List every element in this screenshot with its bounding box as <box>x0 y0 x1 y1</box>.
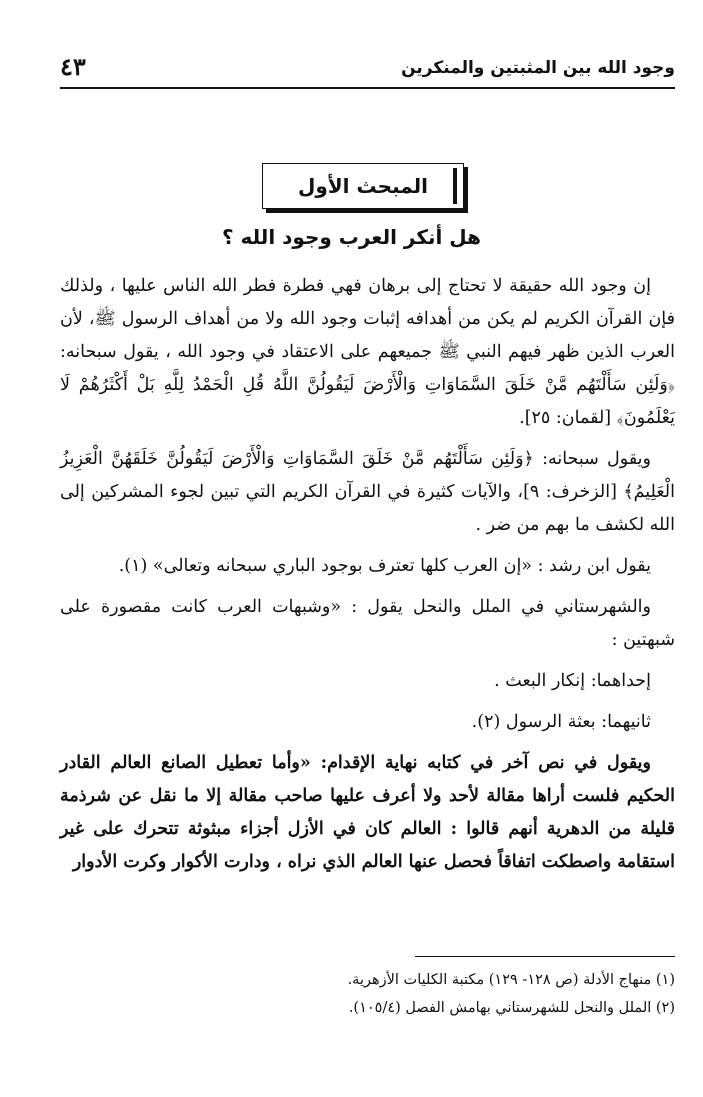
paragraph: ثانيهما: بعثة الرسول (٢). <box>471 712 651 732</box>
paragraph: ويقول في نص آخر في كتابه نهاية الإقدام: «وأما تعطيل الصانع العالم القادر الحكيم فلست أراها مقالة لأحد ولا أعرف عليها صاحب مقالة إلا ما نقل عن شرذمة قليلة من الدهرية أنهم قالوا : العالم كان في الأزل أجزاء مبثوثة تتحرك على غير استقامة واصطكت اتفاقاً فحصل عنها العالم الذي نراه ، ودارت الأكوار وكرت الأدوار <box>60 753 675 872</box>
paragraph: يقول ابن رشد : «إن العرب كلها تعترف بوجود الباري سبحانه وتعالى» (١). <box>118 556 651 576</box>
footnote: (١) منهاج الأدلة (ص ١٢٨- ١٢٩) مكتبة الكليات الأزهرية. <box>347 972 675 988</box>
footnote-rule <box>415 956 675 957</box>
paragraph: إن وجود الله حقيقة لا تحتاج إلى برهان فهي فطرة فطر الله الناس عليها ، ولذلك فإن القرآن الكريم لم يكن من أهدافه إثبات وجود الله ولا من أهداف الرسول ﷺ، لأن العرب الذين ظهر فيهم النبي ﷺ جميعهم على الاعتقاد في وجود الله ، يقول سبحانه: ﴿وَلَئِن سَأَلْتَهُم مَّنْ خَلَقَ السَّمَاوَاتِ وَالْأَرْضَ لَيَقُولُنَّ اللَّهُ قُلِ الْحَمْدُ لِلَّهِ بَلْ أَكْثَرُهُمْ لَا يَعْلَمُونَ﴾ [لقمان: ٢٥]. <box>60 276 675 428</box>
header-rule <box>60 87 675 89</box>
footnotes <box>60 966 675 1022</box>
running-header <box>60 50 675 86</box>
footnote: (٢) الملل والنحل للشهرستاني بهامش الفصل (١٠٥/٤). <box>348 1000 675 1016</box>
page-number: ٤٣ <box>60 52 86 81</box>
section-title-box <box>262 163 464 209</box>
paragraph: إحداهما: إنكار البعث . <box>494 671 651 691</box>
body-text <box>60 270 675 879</box>
section-title: المبحث الأول <box>297 174 429 198</box>
section-question: هل أنكر العرب وجود الله ؟ <box>221 225 482 249</box>
paragraph: ويقول سبحانه: ﴿وَلَئِن سَأَلْتَهُم مَّنْ خَلَقَ السَّمَاوَاتِ وَالْأَرْضَ لَيَقُولُنَّ خَلَقَهُنَّ الْعَزِيزُ الْعَلِيمُ﴾ [الزخرف: ٩]، والآيات كثيرة في القرآن الكريم التي تبين لجوء المشركين إلى الله لكشف ما بهم من ضر . <box>60 449 675 535</box>
paragraph: والشهرستاني في الملل والنحل يقول : «وشبهات العرب كانت مقصورة على شبهتين : <box>60 597 675 650</box>
running-header-title: وجود الله بين المثبتين والمنكرين <box>401 58 675 78</box>
